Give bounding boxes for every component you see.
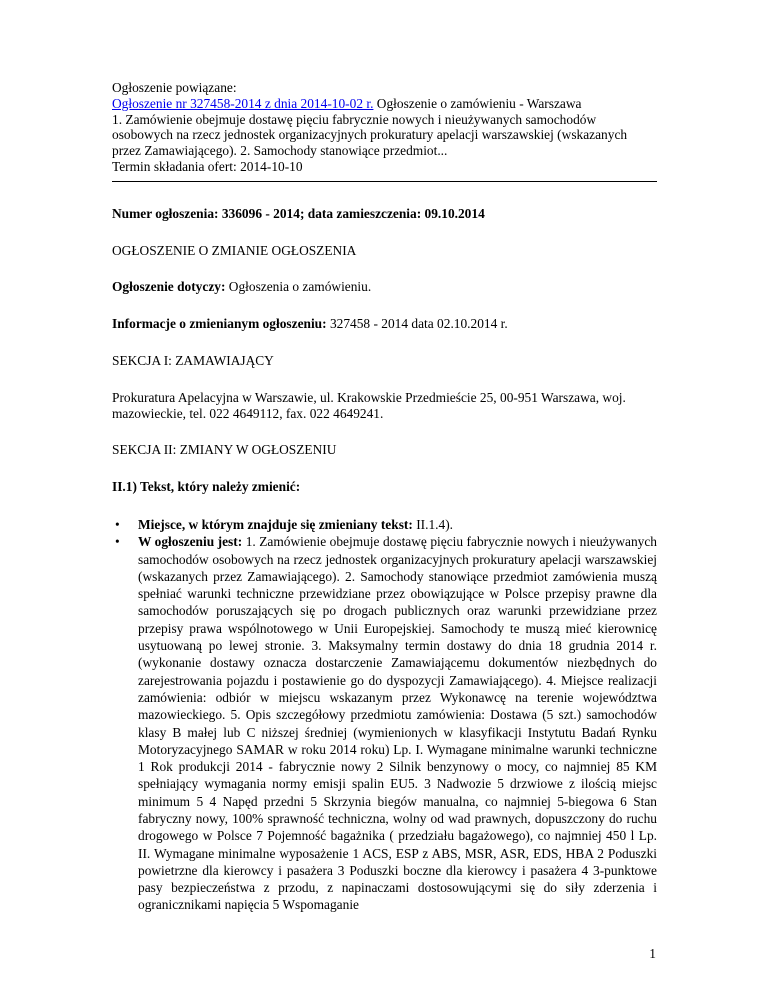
section-2-title: SEKCJA II: ZMIANY W OGŁOSZENIU — [112, 442, 337, 458]
offer-deadline: Termin składania ofert: 2014-10-10 — [112, 158, 303, 174]
related-link-suffix: Ogłoszenie o zamówieniu - Warszawa — [376, 95, 582, 111]
item-label: W ogłoszeniu jest: — [138, 534, 243, 550]
related-summary: 1. Zamówienie obejmuje dostawę pięciu fabrycznie nowych i nieużywanych samochodów osobowych na rzecz jednostek organizacyjnych prokuratury apelacji warszawskiej (wskazanych przez Zamawiającego). 2. Samochody stanowiące przedmiot... — [112, 111, 628, 159]
bullet-icon: • — [115, 534, 120, 550]
subsection-title: II.1) Tekst, który należy zmienić: — [112, 479, 301, 495]
bullet-icon: • — [115, 516, 120, 532]
list-item — [115, 533, 657, 914]
notice-number-line: Numer ogłoszenia: 336096 - 2014; data zamieszczenia: 09.10.2014 — [112, 205, 485, 221]
related-notice-link[interactable]: Ogłoszenie nr 327458-2014 z dnia 2014-10-02 r. — [112, 95, 374, 111]
page-number: 1 — [649, 946, 656, 961]
notice-title: OGŁOSZENIE O ZMIANIE OGŁOSZENIA — [112, 242, 357, 258]
related-link-line — [112, 96, 657, 112]
divider — [112, 181, 657, 182]
contracting-authority: Prokuratura Apelacyjna w Warszawie, ul. Krakowskie Przedmieście 25, 00-951 Warszawa, woj. mazowieckie, tel. 022 4649112, fax. 022 4649241. — [112, 389, 626, 421]
info-label: Informacje o zmienianym ogłoszeniu: — [112, 316, 327, 332]
item-label: Miejsce, w którym znajduje się zmieniany tekst: — [138, 516, 413, 532]
section-1-title: SEKCJA I: ZAMAWIAJĄCY — [112, 352, 274, 368]
concerns-value: Ogłoszenia o zamówieniu. — [228, 279, 372, 295]
notice-concerns — [112, 279, 657, 295]
related-notice — [112, 80, 657, 175]
info-value: 327458 - 2014 data 02.10.2014 r. — [329, 316, 508, 332]
document-page — [112, 80, 657, 914]
related-label: Ogłoszenie powiązane: — [112, 80, 237, 95]
concerns-label: Ogłoszenie dotyczy: — [112, 279, 226, 295]
item-text: II.1.4). — [416, 516, 453, 532]
list-item — [115, 516, 657, 533]
item-text: 1. Zamówienie obejmuje dostawę pięciu fabrycznie nowych i nieużywanych samochodów osobowych na rzecz jednostek organizacyjnych prokuratury apelacji warszawskiej (wskazanych przez Zamawiającego). 2. Samochody stanowiące przedmiot zamówienia muszą spełniać warunki techniczne przewidziane przez obowiązujące w Polsce przepisy prawne dla samochodów poruszających się po drogach publicznych oraz warunki przewidziane przez przepisy prawa wspólnotowego w Unii Europejskiej. Samochody te muszą mieć kierownicę usytuowaną po lewej stronie. 3. Maksymalny termin dostawy do dnia 18 grudnia 2014 r. (wykonanie dostawy oznacza dostarczenie Zamawiającemu dokumentów niezbędnych do zarejestrowania pojazdu i postawienie go do dyspozycji Zamawiającego). 4. Miejsce realizacji zamówienia: odbiór w miejscu wskazanym przez Wykonawcę na terenie województwa mazowieckiego. 5. Opis szczegółowy przedmiotu zamówienia: Dostawa (5 szt.) samochodów klasy B małej lub C niższej średniej (wymienionych w klasyfikacji Instytutu Badań Rynku Motoryzacyjnego SAMAR w roku 2014 roku) Lp. I. Wymagane minimalne warunki techniczne 1 Rok produkcji 2014 - fabrycznie nowy 2 Silnik benzynowy o mocy, co najmniej 85 KM spełniający wymagania normy emisji spalin EU5. 3 Nadwozie 5 drzwiowe z ilością miejsc minimum 5 4 Napęd przedni 5 Skrzynia biegów manualna, co najmniej 5-biegowa 6 Stan fabryczny nowy, 100% sprawność techniczna, wolny od wad prawnych, dopuszczony do ruchu drogowego w Polsce 7 Pojemność bagażnika ( przedziału bagażowego), co najmniej 450 l Lp. II. Wymagane minimalne wyposażenie 1 ACS, ESP z ABS, MSR, ASR, EDS, HBA 2 Poduszki powietrzne dla kierowcy i pasażera 3 Poduszki boczne dla kierowcy i pasażera 4 3-punktowe pasy bezpieczeństwa z przodu, z napinaczami dostosowującymi się do siły zderzenia i ogranicznikami napięcia 5 Wspomaganie — [138, 534, 657, 913]
changed-notice-info — [112, 316, 657, 332]
changes-list — [112, 516, 657, 914]
